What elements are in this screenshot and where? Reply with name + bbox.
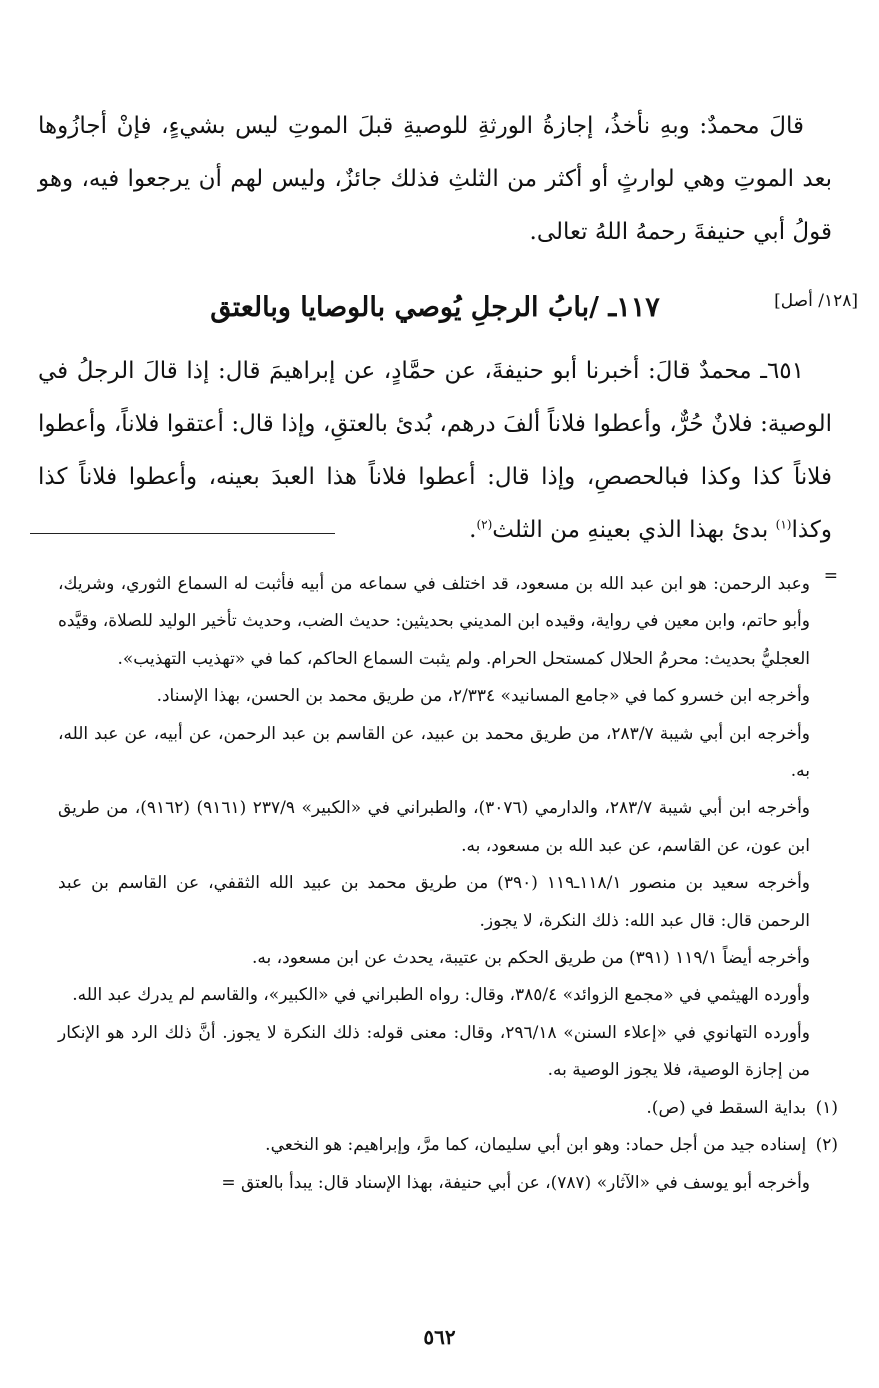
- footnote-line: وأخرجه سعيد بن منصور ١١٨/١ـ١١٩ (٣٩٠) من طريق محمد بن عبيد الله الثقفي، عن القاسم بن عبد الرحمن قال: قال عبد الله: ذلك النكرة، لا يجوز.: [58, 873, 811, 931]
- footnote-line: وأورده الهيثمي في «مجمع الزوائد» ٣٨٥/٤، وقال: رواه الطبراني في «الكبير»، والقاسم لم يدرك عبد الله.: [72, 985, 810, 1006]
- main-text: [38, 100, 858, 557]
- chapter-title: ١١٧ـ /بابُ الرجلِ يُوصي بالوصايا وبالعتق: [210, 292, 660, 323]
- main-text-area: [30, 100, 858, 557]
- paragraph-2-text: ٦٥١ـ محمدٌ قالَ: أخبرنا أبو حنيفةَ، عن حمَّادٍ، عن إبراهيمَ قال: إذا قالَ الرجلُ في الوصية: فلانٌ حُرٌّ، وأعطوا فلاناً ألفَ درهم، بُدئ بالعتقِ، وإذا قال: أعتقوا فلاناً، وأعطوا فلاناً كذا وكذا فبالحصصِ، وإذا قال: أعطوا فلاناً هذا العبدَ بعينه، وأعطوا فلاناً كذا وكذا: [38, 358, 832, 543]
- footnote-line: وأخرجه ابن خسرو كما في «جامع المسانيد» ٢/٣٣٤، من طريق محمد بن الحسن، بهذا الإسناد.: [156, 686, 810, 707]
- footnotes: [58, 566, 838, 1202]
- footnote-line: وعبد الرحمن: هو ابن عبد الله بن مسعود، قد اختلف في سماعه من أبيه فأثبت له السماع الثوري، وشريك، وأبو حاتم، وابن معين في رواية، وقيده ابن المديني بحديثين: حديث الضب، وحديث تأخير الوليد للصلاة، وقيَّده العجليُّ بحديث: محرمُ الحلال كمستحل الحرام. ولم يثبت السماع الحاكم، كما في «تهذيب التهذيب».: [58, 574, 810, 669]
- footnote-line: وأخرجه أبو يوسف في «الآثار» (٧٨٧)، عن أبي حنيفة، بهذا الإسناد قال: يبدأ بالعتق =: [221, 1172, 810, 1193]
- footnote-1: [58, 1090, 838, 1127]
- chapter-heading-row: [38, 279, 858, 337]
- footnote-line: وأخرجه ابن أبي شيبة ٢٨٣/٧، من طريق محمد بن عبيد، عن القاسم بن عبد الرحمن، عن أبيه، عن عبد الله، به.: [58, 723, 810, 782]
- footnote-ref-2: (٢): [476, 517, 493, 532]
- footnote-2-text: إسناده جيد من أجل حماد: وهو ابن أبي سليمان، كما مرَّ، وإبراهيم: هو النخعي.: [265, 1135, 807, 1156]
- footnote-2: [58, 1127, 838, 1164]
- footnote-divider: [30, 533, 335, 534]
- paragraph-2-mid: بدئ بهذا الذي بعينهِ من الثلث: [492, 517, 776, 543]
- paragraph-2-end: .: [469, 517, 477, 543]
- page-number: ٥٦٢: [423, 1325, 456, 1349]
- continuation-mark: =: [823, 566, 838, 586]
- paragraph-1: قالَ محمدٌ: وبهِ نأخذُ، إجازةُ الورثةِ للوصيةِ قبلَ الموتِ ليس بشيءٍ، فإنْ أجازُوها بعد الموتِ وهي لوارثٍ أو أكثر من الثلثِ فذلك جائزٌ، وليس لهم أن يرجعوا فيه، وهو قولُ أبي حنيفةَ رحمهُ اللهُ تعالى.: [38, 113, 832, 245]
- footnote-line: وأورده التهانوي في «إعلاء السنن» ٢٩٦/١٨، وقال: معنى قوله: ذلك النكرة لا يجوز. أنَّ ذلك الرد هو الإنكار من إجازة الوصية، فلا يجوز الوصية به.: [58, 1022, 810, 1081]
- footnote-1-text: بداية السقط في (ص).: [646, 1097, 807, 1118]
- paragraph-2: [38, 345, 832, 557]
- footnote-continuation: [58, 566, 838, 678]
- side-note: [١٢٨/ أصل]: [774, 291, 858, 311]
- footnote-ref-1: (١): [775, 517, 792, 532]
- footnote-1-number: (١): [815, 1097, 838, 1118]
- footnote-line: وأخرجه ابن أبي شيبة ٢٨٣/٧، والدارمي (٣٠٧٦)، والطبراني في «الكبير» ٢٣٧/٩ (٩١٦١) (٩١٦٢)، من طريق ابن عون، عن القاسم، عن عبد الله بن مسعود، به.: [58, 798, 811, 856]
- footnote-line: وأخرجه أيضاً ١١٩/١ (٣٩١) من طريق الحكم بن عتيبة، يحدث عن ابن مسعود، به.: [252, 948, 810, 969]
- footnote-2-number: (٢): [815, 1135, 838, 1156]
